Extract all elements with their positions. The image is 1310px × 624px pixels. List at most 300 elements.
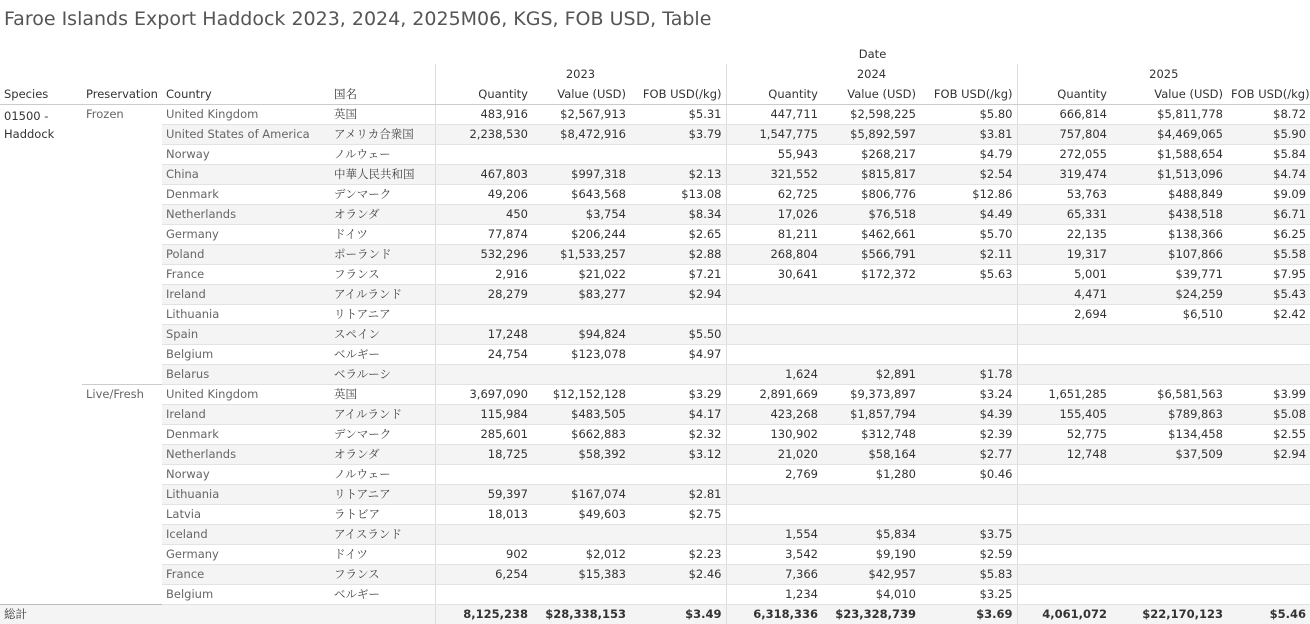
quantity-cell: 319,474 xyxy=(1017,164,1111,184)
jp-name-cell: デンマーク xyxy=(330,184,435,204)
value-cell: $6,510 xyxy=(1111,304,1227,324)
value-cell xyxy=(1111,544,1227,564)
value-cell: $167,074 xyxy=(532,484,630,504)
fob-cell: $2.11 xyxy=(920,244,1017,264)
quantity-cell: 17,248 xyxy=(435,324,532,344)
year-header-2024[interactable]: 2024 xyxy=(726,64,1017,84)
value-cell xyxy=(822,504,920,524)
total-fob-cell: $5.46 xyxy=(1227,604,1310,624)
quantity-cell: 2,238,530 xyxy=(435,124,532,144)
fob-cell: $2.23 xyxy=(630,544,726,564)
value-cell: $76,518 xyxy=(822,204,920,224)
value-cell: $206,244 xyxy=(532,224,630,244)
fob-cell: $4.17 xyxy=(630,404,726,424)
value-cell: $107,866 xyxy=(1111,244,1227,264)
data-table xyxy=(0,44,1310,624)
quantity-cell: 65,331 xyxy=(1017,204,1111,224)
fob-cell: $4.97 xyxy=(630,344,726,364)
table-row xyxy=(0,124,1310,144)
value-cell: $483,505 xyxy=(532,404,630,424)
table-row xyxy=(0,424,1310,444)
value-cell xyxy=(532,304,630,324)
value-cell xyxy=(1111,464,1227,484)
date-header: Date xyxy=(858,47,887,61)
jp-name-cell: オランダ xyxy=(330,444,435,464)
quantity-cell: 22,135 xyxy=(1017,224,1111,244)
total-quantity-cell: 6,318,336 xyxy=(726,604,822,624)
total-quantity-cell: 4,061,072 xyxy=(1017,604,1111,624)
table-row xyxy=(0,444,1310,464)
year-header-2023[interactable]: 2023 xyxy=(435,64,726,84)
value-cell: $94,824 xyxy=(532,324,630,344)
value-cell xyxy=(1111,524,1227,544)
table-row xyxy=(0,464,1310,484)
country-cell[interactable]: Belgium xyxy=(162,344,330,364)
value-cell: $39,771 xyxy=(1111,264,1227,284)
country-cell[interactable]: Germany xyxy=(162,544,330,564)
value-cell: $42,957 xyxy=(822,564,920,584)
value-cell xyxy=(532,364,630,384)
country-cell[interactable]: Norway xyxy=(162,144,330,164)
table-row xyxy=(0,484,1310,504)
value-cell xyxy=(1111,484,1227,504)
quantity-cell: 5,001 xyxy=(1017,264,1111,284)
quantity-cell xyxy=(726,284,822,304)
year-header-2025[interactable]: 2025 xyxy=(1017,64,1310,84)
value-cell: $21,022 xyxy=(532,264,630,284)
quantity-cell: 1,624 xyxy=(726,364,822,384)
value-cell xyxy=(532,144,630,164)
fob-cell: $1.78 xyxy=(920,364,1017,384)
fob-cell xyxy=(1227,524,1310,544)
quantity-cell: 1,234 xyxy=(726,584,822,604)
jp-name-cell: ノルウェー xyxy=(330,144,435,164)
value-cell: $24,259 xyxy=(1111,284,1227,304)
fob-cell xyxy=(920,484,1017,504)
table-row xyxy=(0,384,1310,404)
table-row xyxy=(0,324,1310,344)
value-cell: $2,891 xyxy=(822,364,920,384)
value-cell: $5,811,778 xyxy=(1111,104,1227,124)
quantity-cell: 3,697,090 xyxy=(435,384,532,404)
quantity-cell xyxy=(435,364,532,384)
measure-header-fob[interactable]: FOB USD(/kg) xyxy=(920,84,1017,104)
country-cell[interactable]: United Kingdom xyxy=(162,104,330,124)
fob-cell: $3.75 xyxy=(920,524,1017,544)
country-cell[interactable]: Denmark xyxy=(162,424,330,444)
value-cell: $58,392 xyxy=(532,444,630,464)
fob-cell xyxy=(920,344,1017,364)
jp-name-cell: 英国 xyxy=(330,104,435,124)
country-cell[interactable]: Belgium xyxy=(162,584,330,604)
fob-cell xyxy=(1227,324,1310,344)
table-row xyxy=(0,204,1310,224)
quantity-cell: 2,694 xyxy=(1017,304,1111,324)
total-fob-cell: $3.49 xyxy=(630,604,726,624)
quantity-cell: 666,814 xyxy=(1017,104,1111,124)
fob-cell xyxy=(1227,364,1310,384)
country-cell[interactable]: France xyxy=(162,264,330,284)
fob-cell: $13.08 xyxy=(630,184,726,204)
country-cell[interactable]: France xyxy=(162,564,330,584)
quantity-cell xyxy=(726,344,822,364)
jp-name-cell: オランダ xyxy=(330,204,435,224)
quantity-cell: 6,254 xyxy=(435,564,532,584)
measure-header-value[interactable]: Value (USD) xyxy=(1111,84,1227,104)
table-row xyxy=(0,544,1310,564)
value-cell: $12,152,128 xyxy=(532,384,630,404)
country-cell[interactable]: Germany xyxy=(162,224,330,244)
quantity-cell xyxy=(1017,464,1111,484)
jp-name-cell: リトアニア xyxy=(330,304,435,324)
quantity-cell: 902 xyxy=(435,544,532,564)
country-cell[interactable]: Poland xyxy=(162,244,330,264)
country-cell[interactable]: Ireland xyxy=(162,284,330,304)
fob-cell xyxy=(630,584,726,604)
jp-name-cell: リトアニア xyxy=(330,484,435,504)
fob-cell: $3.25 xyxy=(920,584,1017,604)
fob-cell xyxy=(1227,344,1310,364)
value-cell: $806,776 xyxy=(822,184,920,204)
fob-cell: $2.88 xyxy=(630,244,726,264)
value-cell: $6,581,563 xyxy=(1111,384,1227,404)
species-column-header[interactable]: Species xyxy=(0,84,82,104)
quantity-cell: 7,366 xyxy=(726,564,822,584)
quantity-cell: 62,725 xyxy=(726,184,822,204)
fob-cell xyxy=(920,304,1017,324)
quantity-cell xyxy=(1017,584,1111,604)
value-cell: $49,603 xyxy=(532,504,630,524)
value-cell: $2,567,913 xyxy=(532,104,630,124)
table-row xyxy=(0,344,1310,364)
country-cell[interactable]: United States of America xyxy=(162,124,330,144)
fob-cell: $3.81 xyxy=(920,124,1017,144)
jp-name-cell: ベルギー xyxy=(330,344,435,364)
value-cell: $438,518 xyxy=(1111,204,1227,224)
table-row xyxy=(0,504,1310,524)
value-cell: $37,509 xyxy=(1111,444,1227,464)
page-title: Faroe Islands Export Haddock 2023, 2024, 2025M06, KGS, FOB USD, Table xyxy=(4,8,712,30)
fob-cell: $8.72 xyxy=(1227,104,1310,124)
quantity-cell xyxy=(726,324,822,344)
fob-cell: $2.32 xyxy=(630,424,726,444)
quantity-cell: 4,471 xyxy=(1017,284,1111,304)
table-row xyxy=(0,164,1310,184)
table-row xyxy=(0,244,1310,264)
value-cell: $3,754 xyxy=(532,204,630,224)
fob-cell: $7.21 xyxy=(630,264,726,284)
fob-cell: $5.84 xyxy=(1227,144,1310,164)
fob-cell: $6.25 xyxy=(1227,224,1310,244)
fob-cell xyxy=(630,524,726,544)
value-cell xyxy=(1111,584,1227,604)
measure-header-value[interactable]: Value (USD) xyxy=(532,84,630,104)
quantity-cell: 450 xyxy=(435,204,532,224)
quantity-cell xyxy=(1017,544,1111,564)
quantity-cell: 24,754 xyxy=(435,344,532,364)
value-cell: $1,857,794 xyxy=(822,404,920,424)
quantity-cell xyxy=(435,144,532,164)
country-column-header[interactable]: Country xyxy=(162,84,330,104)
jp-name-cell: フランス xyxy=(330,564,435,584)
fob-cell: $0.46 xyxy=(920,464,1017,484)
fob-cell: $2.81 xyxy=(630,484,726,504)
quantity-cell xyxy=(1017,524,1111,544)
value-cell: $8,472,916 xyxy=(532,124,630,144)
fob-cell: $5.80 xyxy=(920,104,1017,124)
country-cell[interactable]: Netherlands xyxy=(162,204,330,224)
fob-cell: $2.77 xyxy=(920,444,1017,464)
value-cell: $2,598,225 xyxy=(822,104,920,124)
country-cell[interactable]: Denmark xyxy=(162,184,330,204)
quantity-cell: 55,943 xyxy=(726,144,822,164)
quantity-cell xyxy=(726,484,822,504)
fob-cell: $2.42 xyxy=(1227,304,1310,324)
quantity-cell: 52,775 xyxy=(1017,424,1111,444)
quantity-cell: 2,769 xyxy=(726,464,822,484)
fob-cell: $3.99 xyxy=(1227,384,1310,404)
quantity-cell: 30,641 xyxy=(726,264,822,284)
country-cell[interactable]: Netherlands xyxy=(162,444,330,464)
fob-cell xyxy=(630,304,726,324)
country-cell[interactable]: United Kingdom xyxy=(162,384,330,404)
value-cell: $5,834 xyxy=(822,524,920,544)
country-cell[interactable]: Latvia xyxy=(162,504,330,524)
quantity-cell: 3,542 xyxy=(726,544,822,564)
quantity-cell: 17,026 xyxy=(726,204,822,224)
total-fob-cell: $3.69 xyxy=(920,604,1017,624)
jp-name-cell: ドイツ xyxy=(330,544,435,564)
fob-cell xyxy=(1227,484,1310,504)
value-cell: $4,469,065 xyxy=(1111,124,1227,144)
jp-name-cell: ベルギー xyxy=(330,584,435,604)
value-cell xyxy=(1111,364,1227,384)
measure-header-quantity[interactable]: Quantity xyxy=(1017,84,1111,104)
country-cell[interactable]: China xyxy=(162,164,330,184)
table-row xyxy=(0,284,1310,304)
fob-cell: $2.94 xyxy=(630,284,726,304)
table-row xyxy=(0,364,1310,384)
value-cell: $4,010 xyxy=(822,584,920,604)
measure-header-value[interactable]: Value (USD) xyxy=(822,84,920,104)
value-cell: $662,883 xyxy=(532,424,630,444)
country-cell[interactable]: Ireland xyxy=(162,404,330,424)
total-value-cell: $22,170,123 xyxy=(1111,604,1227,624)
measure-header-quantity[interactable]: Quantity xyxy=(726,84,822,104)
fob-cell: $2.75 xyxy=(630,504,726,524)
quantity-cell xyxy=(1017,484,1111,504)
fob-cell xyxy=(920,324,1017,344)
quantity-cell: 272,055 xyxy=(1017,144,1111,164)
value-cell: $1,588,654 xyxy=(1111,144,1227,164)
quantity-cell: 59,397 xyxy=(435,484,532,504)
quantity-cell: 19,317 xyxy=(1017,244,1111,264)
measure-header-fob[interactable]: FOB USD(/kg) xyxy=(630,84,726,104)
value-cell xyxy=(1111,344,1227,364)
quantity-cell: 321,552 xyxy=(726,164,822,184)
jp-name-cell: ラトビア xyxy=(330,504,435,524)
quantity-cell: 532,296 xyxy=(435,244,532,264)
country-cell[interactable]: Norway xyxy=(162,464,330,484)
measure-header-fob[interactable]: FOB USD(/kg) xyxy=(1227,84,1310,104)
quantity-cell xyxy=(435,584,532,604)
jp-name-cell: アメリカ合衆国 xyxy=(330,124,435,144)
table-row xyxy=(0,224,1310,244)
value-cell: $1,280 xyxy=(822,464,920,484)
value-cell xyxy=(1111,504,1227,524)
preservation-column-header[interactable]: Preservation xyxy=(82,84,162,104)
fob-cell: $2.65 xyxy=(630,224,726,244)
value-cell: $997,318 xyxy=(532,164,630,184)
quantity-cell: 1,651,285 xyxy=(1017,384,1111,404)
jp-name-cell: デンマーク xyxy=(330,424,435,444)
quantity-cell xyxy=(435,464,532,484)
quantity-cell: 447,711 xyxy=(726,104,822,124)
measure-header-quantity[interactable]: Quantity xyxy=(435,84,532,104)
value-cell: $566,791 xyxy=(822,244,920,264)
value-cell: $2,012 xyxy=(532,544,630,564)
quantity-cell: 483,916 xyxy=(435,104,532,124)
quantity-cell: 757,804 xyxy=(1017,124,1111,144)
quantity-cell: 115,984 xyxy=(435,404,532,424)
grand-total-label: 総計 xyxy=(0,604,435,624)
preservation-cell[interactable]: Frozen xyxy=(82,104,162,384)
quantity-cell xyxy=(1017,364,1111,384)
quantity-cell: 467,803 xyxy=(435,164,532,184)
value-cell: $462,661 xyxy=(822,224,920,244)
fob-cell: $3.12 xyxy=(630,444,726,464)
table-row xyxy=(0,144,1310,164)
quantity-cell xyxy=(435,524,532,544)
country-cell[interactable]: Belarus xyxy=(162,364,330,384)
quantity-cell xyxy=(1017,344,1111,364)
quantity-cell: 12,748 xyxy=(1017,444,1111,464)
jp-name-cell: スペイン xyxy=(330,324,435,344)
species-cell[interactable]: 01500 - Haddock xyxy=(4,108,55,141)
fob-cell: $3.29 xyxy=(630,384,726,404)
fob-cell: $4.49 xyxy=(920,204,1017,224)
fob-cell xyxy=(630,364,726,384)
fob-cell: $2.13 xyxy=(630,164,726,184)
value-cell: $1,533,257 xyxy=(532,244,630,264)
value-cell: $488,849 xyxy=(1111,184,1227,204)
quantity-cell: 130,902 xyxy=(726,424,822,444)
quantity-cell: 53,763 xyxy=(1017,184,1111,204)
jp-name-cell: アイルランド xyxy=(330,404,435,424)
fob-cell: $2.55 xyxy=(1227,424,1310,444)
table-row xyxy=(0,264,1310,284)
total-quantity-cell: 8,125,238 xyxy=(435,604,532,624)
jp-name-cell: 中華人民共和国 xyxy=(330,164,435,184)
value-cell: $9,190 xyxy=(822,544,920,564)
fob-cell: $4.39 xyxy=(920,404,1017,424)
fob-cell: $5.50 xyxy=(630,324,726,344)
quantity-cell: 1,547,775 xyxy=(726,124,822,144)
jp-name-cell: ノルウェー xyxy=(330,464,435,484)
fob-cell xyxy=(1227,584,1310,604)
value-cell: $138,366 xyxy=(1111,224,1227,244)
jp-name-cell: アイルランド xyxy=(330,284,435,304)
jp-name-cell: ドイツ xyxy=(330,224,435,244)
fob-cell: $12.86 xyxy=(920,184,1017,204)
value-cell: $134,458 xyxy=(1111,424,1227,444)
fob-cell xyxy=(630,464,726,484)
fob-cell: $2.46 xyxy=(630,564,726,584)
fob-cell xyxy=(630,144,726,164)
value-cell xyxy=(822,284,920,304)
fob-cell: $5.58 xyxy=(1227,244,1310,264)
fob-cell: $2.39 xyxy=(920,424,1017,444)
fob-cell: $9.09 xyxy=(1227,184,1310,204)
table-row xyxy=(0,404,1310,424)
jp-name-cell: ベラルーシ xyxy=(330,364,435,384)
quantity-cell xyxy=(726,304,822,324)
value-cell xyxy=(822,484,920,504)
table-row xyxy=(0,304,1310,324)
fob-cell xyxy=(920,284,1017,304)
fob-cell: $5.31 xyxy=(630,104,726,124)
value-cell xyxy=(532,464,630,484)
value-cell xyxy=(822,344,920,364)
quantity-cell xyxy=(726,504,822,524)
fob-cell: $8.34 xyxy=(630,204,726,224)
fob-cell: $5.90 xyxy=(1227,124,1310,144)
quantity-cell: 28,279 xyxy=(435,284,532,304)
fob-cell xyxy=(1227,464,1310,484)
country-cell[interactable]: Spain xyxy=(162,324,330,344)
quantity-cell xyxy=(1017,564,1111,584)
value-cell: $9,373,897 xyxy=(822,384,920,404)
value-cell xyxy=(1111,564,1227,584)
grand-total-row xyxy=(0,604,1310,624)
fob-cell xyxy=(920,504,1017,524)
value-cell xyxy=(532,524,630,544)
fob-cell: $5.43 xyxy=(1227,284,1310,304)
quantity-cell: 423,268 xyxy=(726,404,822,424)
total-value-cell: $28,338,153 xyxy=(532,604,630,624)
value-cell: $312,748 xyxy=(822,424,920,444)
fob-cell xyxy=(1227,544,1310,564)
fob-cell xyxy=(1227,564,1310,584)
preservation-cell[interactable]: Live/Fresh xyxy=(86,386,144,401)
country-cell[interactable]: Lithuania xyxy=(162,484,330,504)
fob-cell: $3.24 xyxy=(920,384,1017,404)
value-cell: $58,164 xyxy=(822,444,920,464)
jp-name-column-header[interactable]: 国名 xyxy=(330,84,435,104)
value-cell xyxy=(1111,324,1227,344)
value-cell: $268,217 xyxy=(822,144,920,164)
fob-cell: $3.79 xyxy=(630,124,726,144)
value-cell: $172,372 xyxy=(822,264,920,284)
country-cell[interactable]: Lithuania xyxy=(162,304,330,324)
value-cell: $789,863 xyxy=(1111,404,1227,424)
value-cell: $83,277 xyxy=(532,284,630,304)
value-cell xyxy=(822,304,920,324)
table-row xyxy=(0,524,1310,544)
fob-cell: $2.54 xyxy=(920,164,1017,184)
value-cell: $15,383 xyxy=(532,564,630,584)
table-row xyxy=(0,564,1310,584)
quantity-cell: 81,211 xyxy=(726,224,822,244)
value-cell xyxy=(822,324,920,344)
fob-cell: $2.59 xyxy=(920,544,1017,564)
quantity-cell: 1,554 xyxy=(726,524,822,544)
fob-cell: $5.83 xyxy=(920,564,1017,584)
fob-cell: $5.63 xyxy=(920,264,1017,284)
country-cell[interactable]: Iceland xyxy=(162,524,330,544)
fob-cell: $7.95 xyxy=(1227,264,1310,284)
quantity-cell xyxy=(435,304,532,324)
